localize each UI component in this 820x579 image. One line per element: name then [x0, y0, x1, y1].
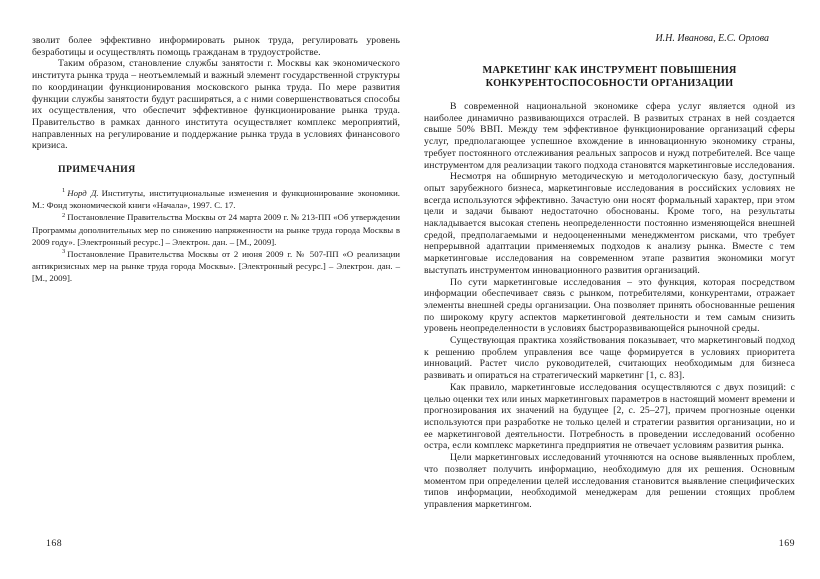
notes-heading: ПРИМЕЧАНИЯ	[58, 164, 136, 176]
body-paragraph: Как правило, маркетинговые исследования осуществляются с двух позиций: с целью оценки тех или иных маркетинговых параметров в настоящий момент времени и прогнозирования их значений на будущее [2, с. 25–27], причем прогнозные оценки используются при разработке не только целей и стратегии развития организации, но и ее маркетинговой деятельности. Потребность в проведении исследований особенно остра, если комплекс маркетинга предприятия не отвечает условиям развития рынка.	[424, 381, 795, 452]
footnotes-block	[32, 187, 400, 285]
page-number-right: 169	[778, 538, 795, 549]
footnote-text: Постановление Правительства Москвы от 2 июня 2009 г. № 507-ПП «О реализации антикризисных мер на рынке труда города Москвы». [Электронный ресурс.] – Электрон. дан. – [М., 2009].	[32, 249, 400, 284]
right-page-text-block	[424, 33, 795, 511]
body-paragraph: Цели маркетинговых исследований уточняются на основе выявленных проблем, что позволяет получить информацию, необходимую для их решения. Основным моментом при определении целей исследования становится выявление специфических типов информации, необходимой менеджерам для решении стоящих проблем управления маркетингом.	[424, 452, 795, 510]
authors-line: И.Н. Иванова, Е.С. Орлова	[655, 33, 769, 44]
body-paragraph: Существующая практика хозяйствования показывает, что маркетинговый подход к решению проблем управления все чаще формируется в условиях приоритета инноваций. Растет число руководителей, считающих необходимым для бизнеса развивать и опираться на стратегический маркетинг [1, с. 83].	[424, 335, 795, 382]
body-paragraph: По сути маркетинговые исследования – это функция, которая посредством информации обеспечивает связь с рынком, потребителями, конкурентами, отражает элементы внешней среды организации. Она позволяет принять обоснованные решения по широкому кругу аспектов маркетинговой деятельности и тем самым снизить уровень неопределенности в условиях быстроразвивающейся рыночной среды.	[424, 276, 795, 335]
footnote-marker: 1	[62, 187, 66, 195]
right-page	[424, 0, 795, 579]
left-page-text-block	[32, 35, 400, 285]
footnote	[32, 211, 400, 248]
body-paragraph-continuation: зволит более эффективно информировать рынок труда, регулировать уровень безработицы и осуществлять помощь гражданам в трудоустройстве.	[32, 35, 400, 58]
footnote-marker: 2	[62, 211, 66, 219]
left-page	[32, 0, 400, 579]
footnote	[32, 187, 400, 211]
footnote-text: Институты, институциональные изменения и функционирование экономики. М.: Фонд экономической книги «Начала», 1997. С. 17.	[32, 188, 401, 211]
body-paragraph: Несмотря на обширную методическую и методологическую базу, доступный опыт зарубежного бизнеса, маркетинговые исследования в российских условиях не всегда используются эффективно. Зачастую они носят формальный характер, при этом цели и задачи бывают недостаточно обоснованы. Кроме того, на результаты накладывается высокая степень неопределенности постоянно изменяющейся внешней средой, предполагаемыми и недооцененными менеджментом рисками, что требует непрерывной адаптации применяемых подходов к анализу рынка. Вместе с тем маркетинговые исследования на современном этапе развития экономики могут выступать инструментом инновационного развития организаций.	[424, 171, 795, 276]
footnote-author: Норд Д.	[67, 188, 99, 199]
body-paragraph: Таким образом, становление службы занятости г. Москвы как экономического института рынка труда – неотъемлемый и важный элемент государственной структуры по координации функционирования московского рынка труда. По мере развития функции службы занятости будут расширяться, а с ними совершенствоваться способы их осуществления, что обеспечит эффективное функционирование рынка труда. Правительство в рамках данного института осуществляет комплекс мероприятий, направленных на регулирование и поддержание рынка труда в условиях финансового кризиса.	[32, 58, 400, 152]
footnote	[32, 248, 400, 285]
article-title	[424, 64, 795, 90]
page-number-left: 168	[46, 538, 63, 549]
article-title-line2: КОНКУРЕНТОСПОСОБНОСТИ ОРГАНИЗАЦИИ	[485, 78, 734, 89]
body-paragraph: В современной национальной экономике сфера услуг является одной из наиболее динамично развивающихся отраслей. В развитых странах в ней создается свыше 50% ВВП. Между тем эффективное функционирование организаций сферы услуг, предполагающее успешное вхождение в инновационную экономику страны, требует постоянного отслеживания реальных запросов и нужд потребителей. Все чаще инструментом для реализации такого подхода становятся маркетинговые исследования.	[424, 101, 795, 171]
article-title-line1: МАРКЕТИНГ КАК ИНСТРУМЕНТ ПОВЫШЕНИЯ	[482, 65, 737, 76]
footnote-marker: 3	[62, 248, 66, 256]
footnote-text: Постановление Правительства Москвы от 24 марта 2009 г. № 213-ПП «Об утверждении Программы дополнительных мер по снижению напряженности на рынке труда города Москвы в 2009 году». [Электронный ресурс.] – Электрон. дан. – [М., 2009].	[32, 212, 400, 247]
